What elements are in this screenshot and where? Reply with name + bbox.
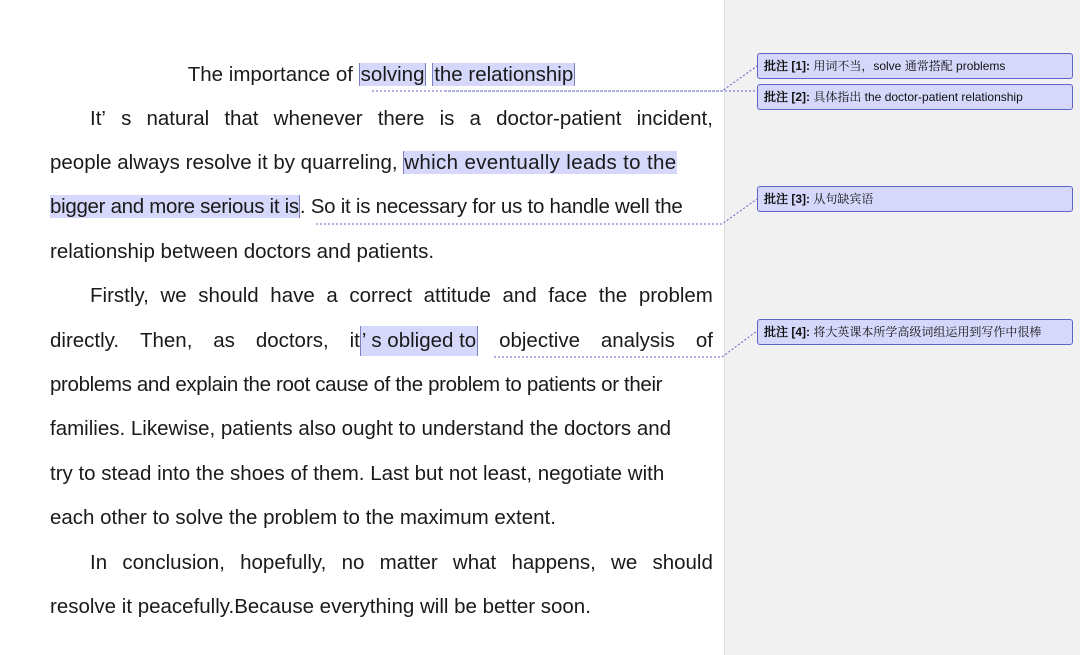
paragraph-2-line-4 — [50, 414, 713, 444]
comment-1[interactable] — [757, 53, 1073, 79]
text-run: families. Likewise, patients also ought to understand the doctors and — [50, 417, 672, 440]
paragraph-2-line-5 — [50, 459, 713, 489]
paragraph-2-line-6 — [50, 503, 713, 533]
word: face — [548, 284, 588, 307]
word: that — [224, 107, 259, 130]
text-run: people always resolve it by quarreling, — [50, 151, 404, 174]
comment-text: 用词不当，solve 通常搭配 problems — [813, 59, 1006, 73]
title-text: The importance of — [187, 63, 359, 86]
text-run: try to stead into the shoes of them. Last but not least, negotiate with — [50, 462, 665, 485]
word: incident, — [636, 107, 713, 130]
word: it — [349, 329, 360, 352]
comment-text: 具体指出 the doctor-patient relationship — [813, 90, 1023, 104]
comment-tag: 批注 [1]: — [764, 59, 810, 73]
word: correct — [349, 284, 413, 307]
paragraph-1-line-4 — [50, 237, 713, 267]
comment-tag: 批注 [2]: — [764, 90, 810, 104]
word: should — [652, 551, 713, 574]
word: what — [452, 551, 497, 574]
comment-2[interactable] — [757, 84, 1073, 110]
paragraph-3-line-1 — [50, 548, 713, 578]
comment-text: 从句缺宾语 — [813, 192, 874, 206]
word: conclusion, — [122, 551, 225, 574]
word: a — [326, 284, 338, 307]
comment-3-anchor-end[interactable]: bigger and more serious it is — [50, 195, 299, 218]
comment-2-anchor[interactable]: the relationship — [434, 63, 574, 86]
word: whenever — [273, 107, 363, 130]
comment-4-wrap — [350, 326, 479, 356]
word: doctors, — [255, 329, 329, 352]
word: Then, — [139, 329, 193, 352]
word: It’ — [90, 107, 106, 130]
text-run: problems and explain the root cause of the problem to patients or their — [50, 373, 663, 396]
word: and — [502, 284, 537, 307]
paragraph-3-line-2 — [50, 592, 713, 622]
word: the — [598, 284, 628, 307]
word: we — [611, 551, 638, 574]
text-run: relationship between doctors and patients. — [50, 240, 435, 263]
paragraph-1-line-2 — [50, 148, 713, 178]
paragraph-2-line-1 — [50, 281, 713, 311]
paragraph-2-line-2 — [50, 326, 713, 356]
word: have — [270, 284, 315, 307]
text-run: each other to solve the problem to the maximum extent. — [50, 506, 556, 529]
word: is — [439, 107, 455, 130]
word: a — [469, 107, 481, 130]
word: of — [695, 329, 713, 352]
word: doctor-patient — [496, 107, 622, 130]
essay-title — [50, 60, 713, 90]
word: analysis — [600, 329, 675, 352]
word: happens, — [511, 551, 596, 574]
text-run: resolve it peacefully.Because everything will be better soon. — [50, 595, 591, 618]
comment-tag: 批注 [3]: — [764, 192, 810, 206]
word: directly. — [50, 329, 120, 352]
paragraph-1-line-3 — [50, 192, 713, 222]
paragraph-1-line-1 — [50, 104, 713, 134]
paragraph-2-line-3 — [50, 370, 713, 400]
word: s — [121, 107, 132, 130]
word: objective — [499, 329, 580, 352]
comment-1-anchor[interactable]: solving — [360, 63, 425, 86]
word: should — [198, 284, 259, 307]
comment-3-anchor-start[interactable]: which eventually leads to the — [404, 151, 677, 174]
comment-tag: 批注 [4]: — [764, 325, 810, 339]
word: Firstly, — [90, 284, 149, 307]
word: no — [341, 551, 365, 574]
word: we — [160, 284, 187, 307]
comment-4[interactable] — [757, 319, 1073, 345]
comment-text: 将大英课本所学高级词组运用到写作中很棒 — [813, 325, 1042, 339]
word: In — [90, 551, 108, 574]
word: attitude — [423, 284, 491, 307]
word: problem — [638, 284, 713, 307]
word: as — [213, 329, 235, 352]
comment-4-anchor[interactable]: ’ s obliged to — [360, 326, 478, 356]
word: natural — [146, 107, 210, 130]
word: matter — [379, 551, 438, 574]
word: hopefully, — [240, 551, 327, 574]
comment-3[interactable] — [757, 186, 1073, 212]
word: there — [377, 107, 425, 130]
text-run: . So it is necessary for us to handle well the — [299, 195, 683, 218]
